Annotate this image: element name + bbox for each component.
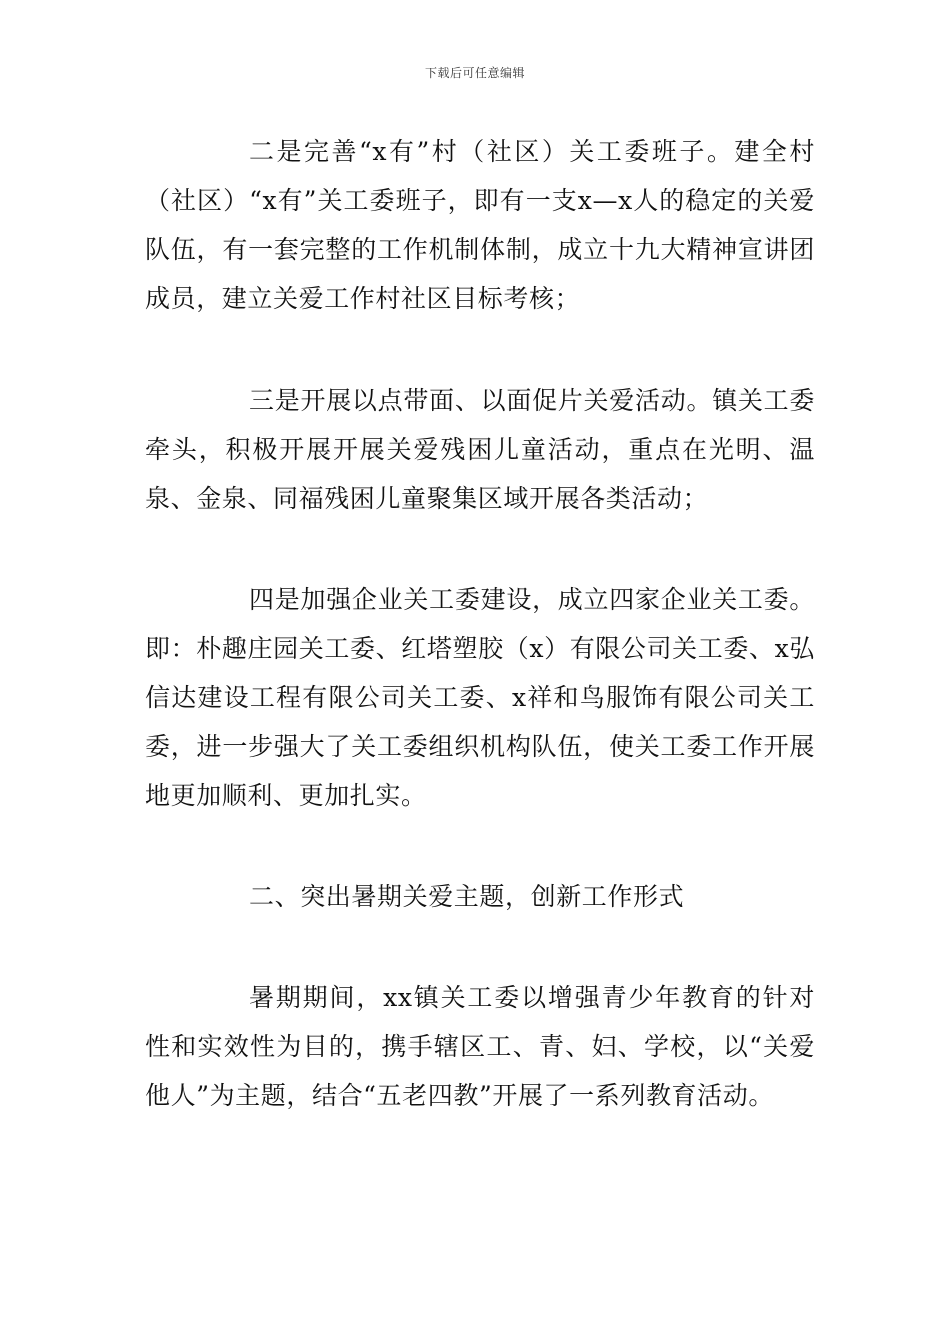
section-heading: 二、突出暑期关爱主题，创新工作形式 bbox=[249, 882, 685, 911]
header-note: 下载后可任意编辑 bbox=[424, 66, 525, 80]
paragraph-4: 暑期期间，xx镇关工委以增强青少年教育的针对性和实效性为目的，携手辖区工、青、妇、学校，以“关爱他人”为主题，结合“五老四教”开展了一系列教育活动。 bbox=[145, 983, 815, 1110]
paragraph-1: 二是完善“x有”村（社区）关工委班子。建全村（社区）“x有”关工委班子，即有一支x—x人的稳定的关爱队伍，有一套完整的工作机制体制，成立十九大精神宣讲团成员，建立关爱工作村社区目标考核； bbox=[145, 137, 815, 313]
paragraph-2: 三是开展以点带面、以面促片关爱活动。镇关工委牵头，积极开展开展关爱残困儿童活动，重点在光明、温泉、金泉、同福残困儿童聚集区域开展各类活动； bbox=[145, 386, 815, 513]
paragraph-3: 四是加强企业关工委建设，成立四家企业关工委。即：朴趣庄园关工委、红塔塑胶（x）有限公司关工委、x弘信达建设工程有限公司关工委、x祥和鸟服饰有限公司关工委，进一步强大了关工委组织机构队伍，使关工委工作开展地更加顺利、更加扎实。 bbox=[145, 585, 815, 810]
